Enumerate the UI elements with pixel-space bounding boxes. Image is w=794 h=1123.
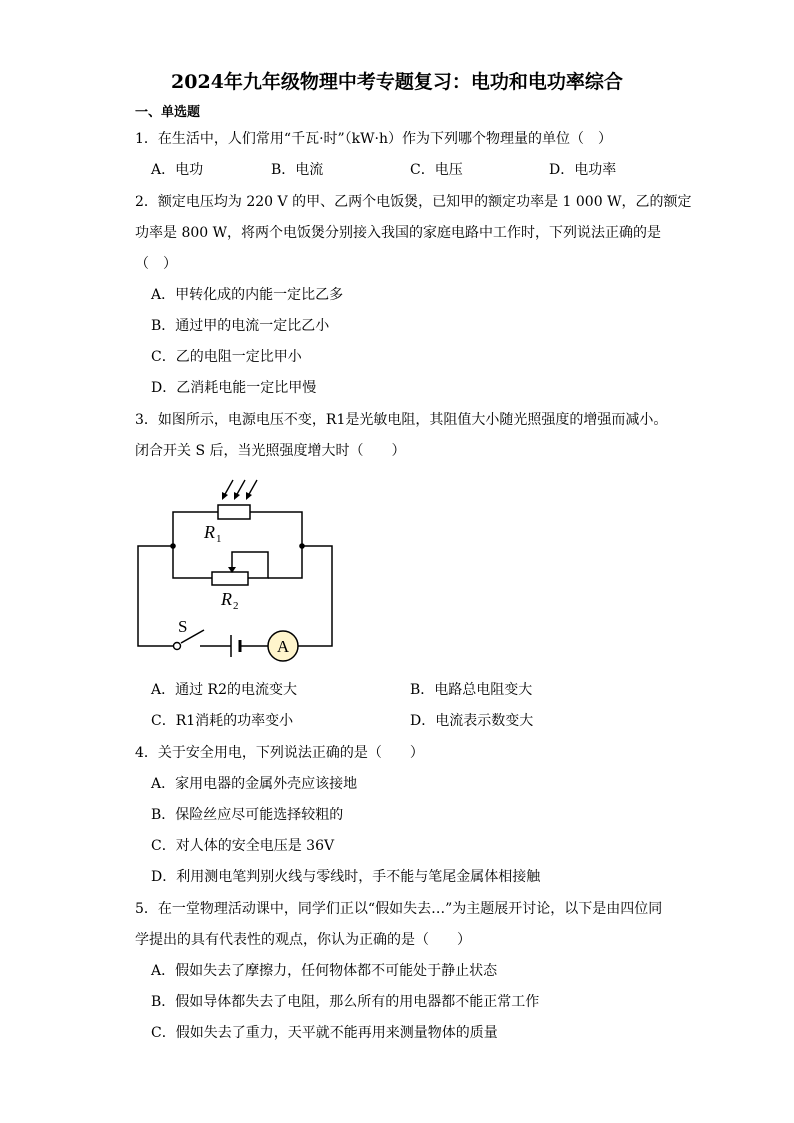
r1-label: R [204,522,215,542]
question-3-option-a[interactable]: A．通过 R2的电流变大 [151,682,298,698]
question-4-option-a[interactable]: A．家用电器的金属外壳应该接地 [151,776,358,792]
question-4-text: 4．关于安全用电，下列说法正确的是（ ） [135,745,424,761]
rheostat-r2 [212,572,248,585]
junction-left [170,543,176,549]
question-4-option-b[interactable]: B．保险丝应尽可能选择较粗的 [151,807,344,823]
question-1-option-c[interactable]: C．电压 [410,162,463,178]
switch-s [174,643,181,650]
question-5-text-line-2: 学提出的具有代表性的观点，你认为正确的是（ ） [135,932,471,948]
question-5-text-line-1: 5．在一堂物理活动课中，同学们正以“假如失去…”为主题展开讨论，以下是由四位同 [135,901,663,917]
junction-right [299,543,305,549]
question-2-text-line-3: （ ） [135,256,177,272]
switch-label: S [178,617,188,636]
question-3-option-d[interactable]: D．电流表示数变大 [410,713,534,729]
r1-subscript: 1 [216,533,222,545]
question-2-text-line-1: 2．额定电压均为 220 V 的甲、乙两个电饭煲，已知甲的额定功率是 1 000 W，乙的额定 [135,194,692,210]
question-4-option-d[interactable]: D．利用测电笔判别火线与零线时，手不能与笔尾金属体相接触 [151,869,541,885]
question-5-option-b[interactable]: B．假如导体都失去了电阻，那么所有的用电器都不能正常工作 [151,994,540,1010]
question-2-text-line-2: 功率是 800 W，将两个电饭煲分别接入我国的家庭电路中工作时，下列说法正确的是 [135,225,662,241]
question-2-option-d[interactable]: D．乙消耗电能一定比甲慢 [151,380,317,396]
question-1-option-a[interactable]: A．电功 [151,162,204,178]
section-heading: 一、单选题 [135,105,201,120]
question-2-option-b[interactable]: B．通过甲的电流一定比乙小 [151,318,330,334]
question-2-option-c[interactable]: C．乙的电阻一定比甲小 [151,349,302,365]
question-1-option-d[interactable]: D．电功率 [549,162,617,178]
question-4-option-c[interactable]: C．对人体的安全电压是 36V [151,838,335,854]
light-arrows [222,480,257,500]
question-3-option-c[interactable]: C．R1消耗的功率变小 [151,713,294,729]
photoresistor-r1 [218,505,250,519]
r2-label: R [221,589,232,609]
circuit-diagram [130,470,350,670]
page-title: 2024年九年级物理中考专题复习：电功和电功率综合 [171,71,623,93]
question-1-text: 1．在生活中，人们常用“千瓦·时”（kW·h）作为下列哪个物理量的单位（ ） [135,131,613,147]
question-3-option-b[interactable]: B．电路总电阻变大 [410,682,533,698]
question-3-text-line-1: 3．如图所示，电源电压不变，R1是光敏电阻，其阻值大小随光照强度的增强而减小。 [135,412,668,428]
question-3-text-line-2: 闭合开关 S 后，当光照强度增大时（ ） [135,443,406,459]
question-5-option-a[interactable]: A．假如失去了摩擦力，任何物体都不可能处于静止状态 [151,963,498,979]
question-1-option-b[interactable]: B．电流 [271,162,324,178]
question-2-option-a[interactable]: A．甲转化成的内能一定比乙多 [151,287,344,303]
question-5-option-c[interactable]: C．假如失去了重力，天平就不能再用来测量物体的质量 [151,1025,498,1041]
r2-subscript: 2 [233,600,239,612]
ammeter-label: A [276,637,290,656]
